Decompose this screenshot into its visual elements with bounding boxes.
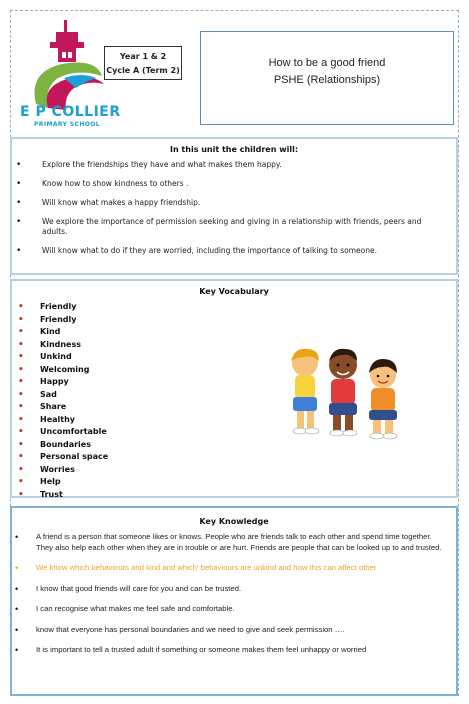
list-item: • Explore the friendships they have and what makes them happy. bbox=[12, 160, 456, 170]
knowledge-item: • know that everyone has personal boundaries and we need to give and seek permission …. bbox=[12, 625, 456, 636]
vocab-item: • Welcoming bbox=[12, 364, 456, 377]
vocab-item: • Friendly bbox=[12, 314, 456, 327]
vocab-item: • Healthy bbox=[12, 414, 456, 427]
school-subtitle: PRIMARY SCHOOL bbox=[34, 121, 100, 128]
unit-objectives-box bbox=[10, 137, 458, 275]
vocab-item: • Friendly bbox=[12, 301, 456, 314]
list-item: • Will know what makes a happy friendship. bbox=[12, 198, 456, 208]
vocab-item: • Kindness bbox=[12, 339, 456, 352]
unit-list bbox=[12, 160, 456, 256]
year-label: Year 1 & 2 bbox=[119, 52, 167, 61]
cycle-label: Cycle A (Term 2) bbox=[106, 66, 180, 75]
knowledge-item: • I can recognise what makes me feel safe and comfortable. bbox=[12, 604, 456, 615]
year-cycle-box bbox=[104, 46, 182, 80]
vocab-item: • Trust bbox=[12, 489, 456, 502]
vocab-item: • Kind bbox=[12, 326, 456, 339]
vocab-item: • Personal space bbox=[12, 451, 456, 464]
vocab-item: • Happy bbox=[12, 376, 456, 389]
knowledge-item: • It is important to tell a trusted adult if something or someone makes them feel unhappy or worried bbox=[12, 645, 456, 656]
knowledge-item: • A friend is a person that someone likes or knows. People who are friends talk to each other and spend time together. They also help each other when they are in trouble or are hurt. Friends are people that can be looked up to and trusted. bbox=[12, 532, 456, 553]
school-name: E P COLLIER bbox=[20, 104, 121, 120]
list-item: • We explore the importance of permission seeking and giving in a relationship with friends, peers and adults. bbox=[12, 217, 456, 237]
knowledge-heading: Key Knowledge bbox=[199, 517, 269, 526]
unit-title: How to be a good friend bbox=[268, 57, 386, 69]
vocabulary-heading: Key Vocabulary bbox=[199, 287, 269, 296]
children-illustration bbox=[285, 345, 415, 445]
knowledge-item: • I know that good friends will care for you and can be trusted. bbox=[12, 584, 456, 595]
vocab-item: • Uncomfortable bbox=[12, 426, 456, 439]
vocab-item: • Share bbox=[12, 401, 456, 414]
list-item: • Will know what to do if they are worried, including the importance of talking to someone. bbox=[12, 246, 456, 256]
knowledge-list bbox=[12, 532, 456, 656]
title-box bbox=[200, 31, 454, 125]
vocab-item: • Boundaries bbox=[12, 439, 456, 452]
unit-subject: PSHE (Relationships) bbox=[273, 74, 381, 86]
list-item: • Know how to show kindness to others . bbox=[12, 179, 456, 189]
vocab-item: • Unkind bbox=[12, 351, 456, 364]
vocab-item: • Sad bbox=[12, 389, 456, 402]
vocab-item: • Worries bbox=[12, 464, 456, 477]
knowledge-item-highlighted: • We know which behaviours and kind and which' behaviours are unkind and how this can affect other bbox=[12, 563, 456, 574]
knowledge-box bbox=[10, 506, 458, 696]
unit-heading: In this unit the children will: bbox=[169, 145, 299, 154]
vocab-item: • Help bbox=[12, 476, 456, 489]
